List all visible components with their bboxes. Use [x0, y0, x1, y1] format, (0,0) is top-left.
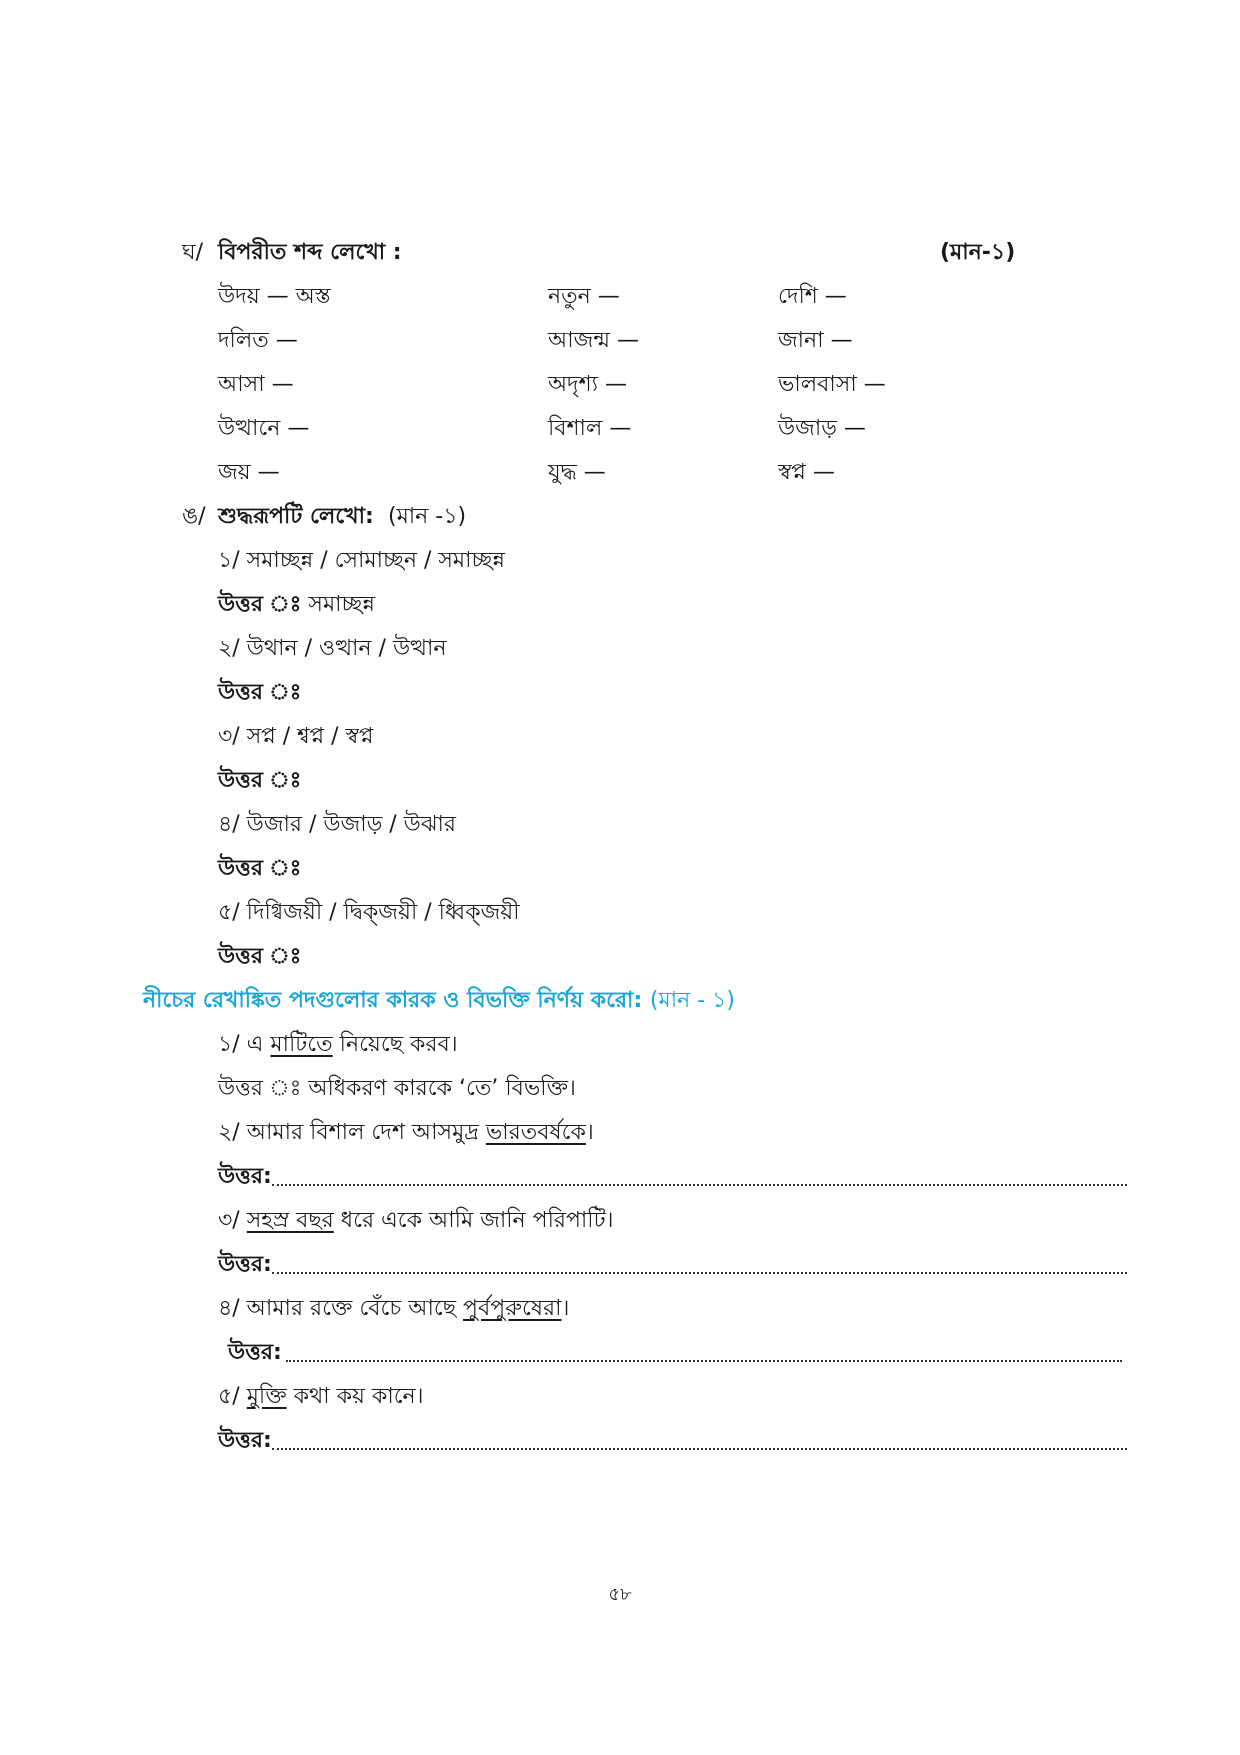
antonym-item: দলিত —: [218, 328, 298, 353]
karak-question-1: [218, 1030, 458, 1060]
karak-question-4: [218, 1294, 569, 1324]
spelling-answer: [218, 942, 301, 972]
antonym-item: আজন্ম —: [548, 328, 639, 353]
antonym-item: আসা —: [218, 372, 294, 397]
antonym-item: দেশি —: [778, 284, 847, 309]
antonym-item: জয় —: [218, 460, 280, 485]
antonym-item: নতুন —: [548, 284, 620, 309]
antonym-item: উত্থানে —: [218, 416, 310, 441]
spelling-answer: [218, 766, 301, 796]
section-umo-title: শুদ্ধরূপটি লেখো:: [218, 504, 374, 529]
page-number: ৫৮: [608, 1584, 632, 1605]
question-text: ৫/: [218, 1384, 247, 1409]
section-gha-label: ঘ/: [182, 240, 204, 265]
section-umo-label: ঙ/: [182, 504, 206, 529]
answer-line[interactable]: [272, 1182, 1127, 1186]
question-text: ২/ আমার বিশাল দেশ আসমুদ্র: [218, 1120, 486, 1145]
answer-label: উত্তর:: [228, 1340, 282, 1365]
answer-line[interactable]: [272, 1270, 1127, 1274]
spelling-question: ২/ উথান / ওত্থান / উত্থান: [218, 636, 447, 661]
section-karak-title: নীচের রেখাঙ্কিত পদগুলোর কারক ও বিভক্তি নির্ণয় করো:: [143, 988, 643, 1013]
answer-label: উত্তর ঃ: [218, 944, 302, 969]
answer-label: উত্তর:: [218, 1252, 272, 1277]
question-text: ।: [561, 1296, 570, 1321]
question-text: ৩/: [218, 1208, 247, 1233]
answer-line[interactable]: [272, 1446, 1127, 1450]
question-text: কথা কয় কানে।: [286, 1384, 424, 1409]
antonym-item: উদয় — অস্ত: [218, 284, 331, 309]
spelling-answer: [218, 854, 301, 884]
antonym-item: বিশাল —: [548, 416, 632, 441]
antonym-item: অদৃশ্য —: [548, 372, 628, 397]
question-text: ৪/ আমার রক্তে বেঁচে আছে: [218, 1296, 464, 1321]
answer-label: উত্তর ঃ: [218, 592, 302, 617]
karak-question-5: [218, 1382, 424, 1412]
question-text: ।: [585, 1120, 594, 1145]
question-text: ধরে একে আমি জানি পরিপাটি।: [333, 1208, 614, 1233]
antonym-item: জানা —: [778, 328, 853, 353]
spelling-question: ৪/ উজার / উজাড় / উঝার: [218, 812, 456, 837]
karak-question-3: [218, 1206, 613, 1236]
antonym-item: যুদ্ধ —: [548, 460, 606, 485]
antonym-item: উজাড় —: [778, 416, 866, 441]
answer-line[interactable]: [286, 1358, 1122, 1362]
question-text: নিয়েছে করব।: [332, 1032, 458, 1057]
spelling-answer: [218, 678, 301, 708]
underlined-word: মুক্তি: [246, 1384, 287, 1409]
antonym-item: ভালবাসা —: [778, 372, 886, 397]
section-karak-marks: (মান - ১): [649, 988, 736, 1013]
answer-label: উত্তর:: [218, 1164, 272, 1189]
section-gha-marks: (মান-১): [940, 240, 1016, 265]
underlined-word: সহস্র বছর: [246, 1208, 334, 1233]
answer-label: উত্তর ঃ: [218, 680, 302, 705]
spelling-question: ১/ সমাচ্ছন্ন / সোমাচ্ছন / সমাচ্ছন্ন: [218, 548, 505, 573]
karak-answer-1: উত্তর ঃ অধিকরণ কারকে ‘তে’ বিভক্তি।: [218, 1076, 576, 1101]
section-umo-marks: (মান -১): [388, 504, 467, 529]
spelling-answer: [218, 590, 375, 620]
answer-label: উত্তর ঃ: [218, 768, 302, 793]
underlined-word: ভারতবর্ষকে: [485, 1120, 586, 1145]
answer-label: উত্তর:: [218, 1428, 272, 1453]
underlined-word: মাটিতে: [270, 1032, 333, 1057]
question-text: ১/ এ: [218, 1032, 271, 1057]
antonym-item: স্বপ্ন —: [778, 460, 835, 485]
answer-text: সমাচ্ছন্ন: [308, 592, 375, 617]
spelling-question: ৩/ সপ্ন / শ্বপ্ন / স্বপ্ন: [218, 724, 374, 749]
spelling-question: ৫/ দিগ্বিজয়ী / দ্বিক্‌জয়ী / ধ্বিক্‌জয়ী: [218, 900, 520, 925]
answer-label: উত্তর ঃ: [218, 856, 302, 881]
section-karak-heading: [143, 986, 735, 1016]
underlined-word: পুর্বপুরুষেরা: [463, 1296, 562, 1321]
karak-question-2: [218, 1118, 594, 1148]
section-gha-title: বিপরীত শব্দ লেখো :: [218, 240, 402, 265]
